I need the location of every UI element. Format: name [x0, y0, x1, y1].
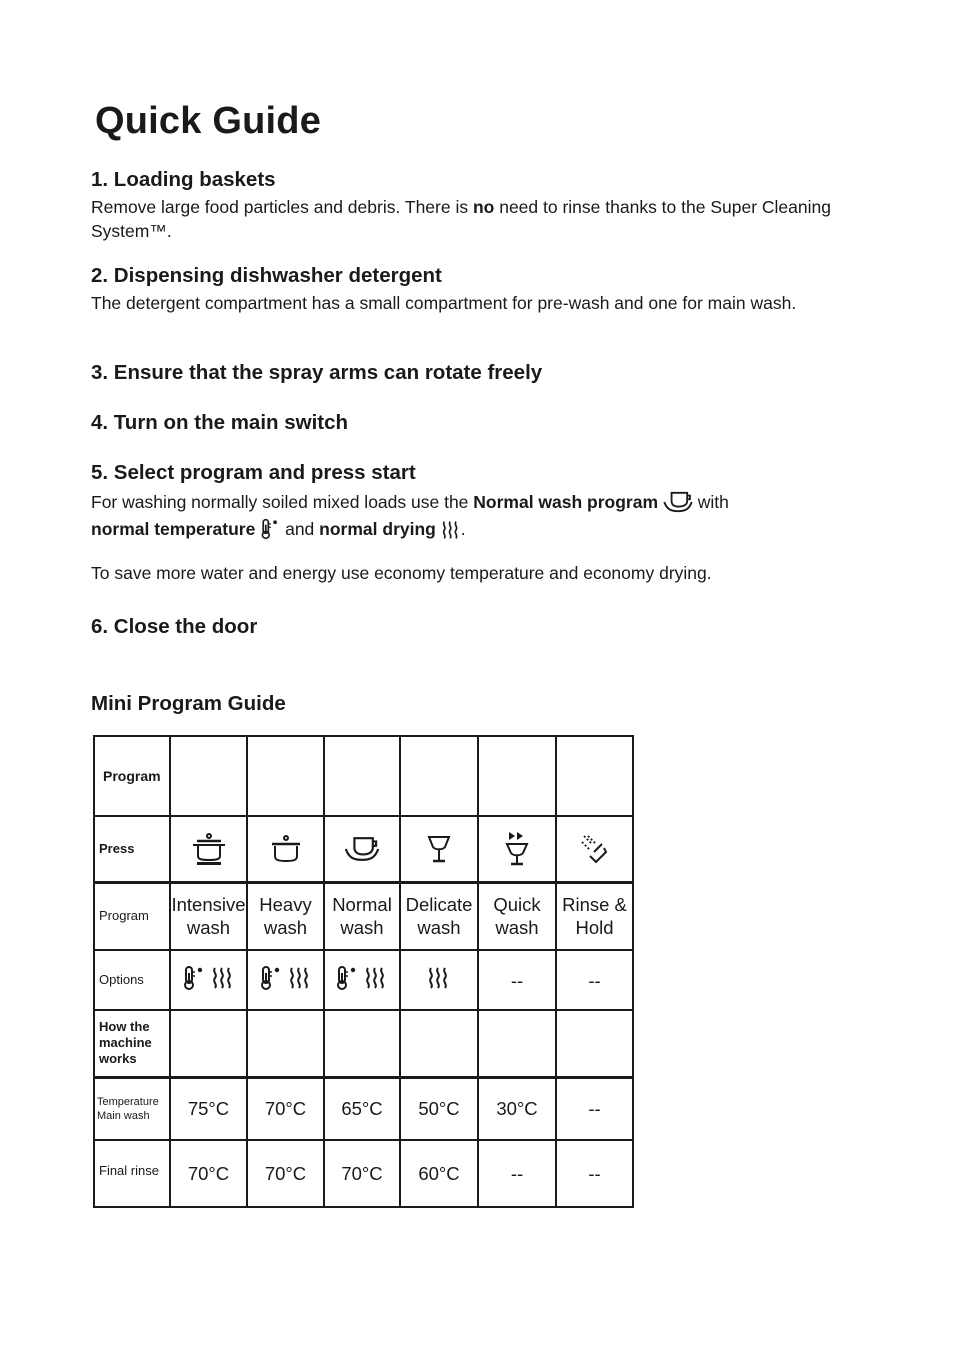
program-name: Heavy: [259, 894, 312, 916]
thermometer-icon: [183, 965, 205, 991]
drying-icon: [427, 966, 451, 990]
row-label: Program: [94, 882, 170, 950]
table-row: [94, 736, 633, 816]
program-name: Quick: [493, 894, 541, 916]
press-button-rinse-hold[interactable]: [556, 816, 633, 882]
options-cell: [400, 950, 478, 1010]
section-heading: 3. Ensure that the spray arms can rotate freely: [91, 361, 543, 384]
text-part: and: [280, 519, 320, 539]
table-row: [94, 1140, 633, 1207]
row-label-line: Temperature: [97, 1095, 159, 1108]
table-cell: [556, 736, 633, 816]
section-select-program: [91, 460, 851, 586]
program-name: wash: [417, 917, 461, 939]
table-cell: [247, 1010, 324, 1077]
table-cell: [400, 736, 478, 816]
text-bold: Normal wash program: [473, 492, 659, 512]
main-wash-temp: 30°C: [478, 1077, 556, 1140]
thermometer-icon: [260, 965, 282, 991]
row-label: Program: [94, 736, 170, 816]
drying-icon: [211, 966, 235, 990]
thermometer-icon: [336, 965, 358, 991]
main-wash-temp: 75°C: [170, 1077, 247, 1140]
row-label: Press: [94, 816, 170, 882]
text-part: with: [692, 492, 729, 512]
section-heading: 2. Dispensing dishwasher detergent: [91, 264, 442, 287]
options-cell: [324, 950, 400, 1010]
program-name: Normal: [332, 894, 392, 916]
text-bold: normal drying: [319, 519, 436, 539]
main-wash-temp: 70°C: [247, 1077, 324, 1140]
final-rinse-temp: 70°C: [324, 1140, 400, 1207]
cup-icon: [344, 836, 380, 862]
text-part: Remove large food particles and debris. There is: [91, 197, 473, 217]
program-name: Rinse &: [562, 894, 627, 916]
press-button-intensive[interactable]: [170, 816, 247, 882]
fast-glass-icon: [503, 831, 531, 867]
section-heading: 5. Select program and press start: [91, 461, 416, 484]
options-cell: [170, 950, 247, 1010]
section-note: To save more water and energy use economy temperature and economy drying.: [91, 563, 712, 583]
cup-icon: [663, 491, 693, 513]
section-dispensing-detergent: [91, 263, 851, 316]
table-cell: [400, 1010, 478, 1077]
table-row: [94, 816, 633, 882]
glass-icon: [425, 834, 453, 864]
program-name: Intensive: [171, 894, 246, 916]
press-button-quick[interactable]: [478, 816, 556, 882]
table-cell: [556, 1010, 633, 1077]
table-cell: [170, 1010, 247, 1077]
section-heading: 1. Loading baskets: [91, 168, 276, 191]
main-wash-temp: --: [556, 1077, 633, 1140]
text-bold: normal temperature: [91, 519, 256, 539]
final-rinse-temp: 70°C: [170, 1140, 247, 1207]
text-part: need to rinse thanks to the Super Cleaning System™.: [91, 197, 831, 241]
final-rinse-temp: --: [556, 1140, 633, 1207]
program-name-cell: [324, 882, 400, 950]
row-label: How the machine works: [94, 1010, 170, 1077]
page-title: Quick Guide: [95, 100, 322, 142]
drying-icon: [288, 966, 312, 990]
program-name: wash: [495, 917, 539, 939]
program-name: Delicate: [405, 894, 473, 916]
options-cell: [247, 950, 324, 1010]
section-heading: 4. Turn on the main switch: [91, 411, 349, 434]
section-loading-baskets: [91, 167, 851, 243]
table-cell: [247, 736, 324, 816]
program-name-cell: [478, 882, 556, 950]
table-row: [94, 1010, 633, 1077]
program-name: wash: [263, 917, 308, 939]
table-cell: [324, 736, 400, 816]
options-cell: --: [556, 950, 633, 1010]
section-text: The detergent compartment has a small compartment for pre-wash and one for main wash.: [91, 293, 797, 313]
thermometer-icon: [260, 518, 280, 540]
press-button-delicate[interactable]: [400, 816, 478, 882]
table-row: [94, 950, 633, 1010]
main-wash-temp: 65°C: [324, 1077, 400, 1140]
table-cell: [324, 1010, 400, 1077]
table-cell: [478, 736, 556, 816]
final-rinse-temp: 60°C: [400, 1140, 478, 1207]
row-label: Final rinse: [94, 1140, 170, 1207]
mini-program-table: [93, 735, 634, 1208]
drying-icon: [441, 520, 461, 540]
program-name-cell: [400, 882, 478, 950]
mini-guide-title: Mini Program Guide: [91, 692, 286, 715]
row-label: [94, 1077, 170, 1140]
table-row: [94, 882, 633, 950]
program-name-cell: [247, 882, 324, 950]
program-name-cell: [556, 882, 633, 950]
main-wash-temp: 50°C: [400, 1077, 478, 1140]
row-label: Options: [94, 950, 170, 1010]
text-part: .: [460, 519, 466, 539]
final-rinse-temp: --: [478, 1140, 556, 1207]
section-text: [91, 196, 851, 243]
section-main-switch: [91, 410, 851, 439]
row-label-line: Main wash: [97, 1109, 150, 1122]
table-cell: [478, 1010, 556, 1077]
pot-icon: [191, 832, 227, 866]
press-button-heavy[interactable]: [247, 816, 324, 882]
drying-icon: [364, 966, 388, 990]
program-name: wash: [340, 917, 384, 939]
press-button-normal[interactable]: [324, 816, 400, 882]
section-heading: 6. Close the door: [91, 615, 258, 638]
text-part: For washing normally soiled mixed loads use the: [91, 492, 474, 512]
section-spray-arms: [91, 360, 851, 389]
table-row: [94, 1077, 633, 1140]
final-rinse-temp: 70°C: [247, 1140, 324, 1207]
section-close-door: [91, 614, 851, 643]
program-name-cell: [170, 882, 247, 950]
options-cell: --: [478, 950, 556, 1010]
program-name: Hold: [575, 917, 614, 939]
section-text: [91, 489, 851, 543]
text-bold: no: [472, 197, 495, 217]
rinse-spray-icon: [580, 834, 610, 864]
pot-lid-icon: [268, 834, 304, 864]
program-name: wash: [186, 917, 231, 939]
table-cell: [170, 736, 247, 816]
